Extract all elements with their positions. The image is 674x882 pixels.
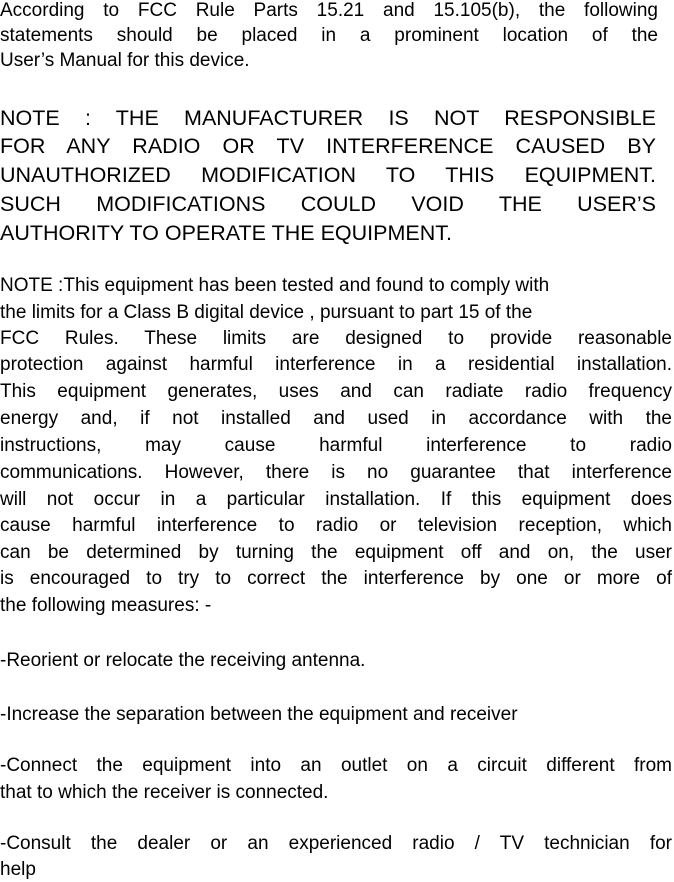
note-line: FCC Rules. These limits are designed to provide reasonable: [0, 328, 672, 349]
note-line: will not occur in a particular installation. If this equipment does: [0, 489, 672, 510]
note-line: This equipment generates, uses and can radiate radio frequency: [0, 381, 672, 402]
measure-item-continued: that to which the receiver is connected.: [0, 782, 329, 803]
measure-item: -Connect the equipment into an outlet on a circuit different from: [0, 755, 672, 776]
note-line: the limits for a Class B digital device , pursuant to part 15 of the: [0, 302, 533, 323]
warning-line: FOR ANY RADIO OR TV INTERFERENCE CAUSED BY: [0, 134, 656, 158]
note-line: instructions, may cause harmful interference to radio: [0, 435, 672, 456]
measure-item: -Reorient or relocate the receiving antenna.: [0, 650, 366, 671]
measure-item-continued: help: [0, 859, 36, 880]
measure-item: -Consult the dealer or an experienced radio / TV technician for: [0, 833, 672, 854]
measure-item: -Increase the separation between the equipment and receiver: [0, 704, 518, 725]
note-line: communications. However, there is no guarantee that interference: [0, 462, 672, 483]
warning-line: AUTHORITY TO OPERATE THE EQUIPMENT.: [0, 221, 452, 245]
note-line: protection against harmful interference in a residential installation.: [0, 354, 672, 375]
note-line: the following measures: -: [0, 595, 212, 616]
warning-line: UNAUTHORIZED MODIFICATION TO THIS EQUIPMENT.: [0, 163, 656, 187]
intro-line: statements should be placed in a prominent location of the: [0, 25, 658, 46]
note-line: cause harmful interference to radio or television reception, which: [0, 515, 672, 536]
note-line: is encouraged to try to correct the interference by one or more of: [0, 568, 672, 589]
note-line: energy and, if not installed and used in accordance with the: [0, 408, 672, 429]
warning-line: NOTE : THE MANUFACTURER IS NOT RESPONSIBLE: [0, 106, 656, 130]
intro-line: According to FCC Rule Parts 15.21 and 15.105(b), the following: [0, 0, 658, 21]
warning-line: SUCH MODIFICATIONS COULD VOID THE USER’S: [0, 192, 656, 216]
intro-line: User’s Manual for this device.: [0, 50, 250, 71]
note-line: NOTE :This equipment has been tested and found to comply with: [0, 275, 550, 296]
note-line: can be determined by turning the equipment off and on, the user: [0, 542, 672, 563]
